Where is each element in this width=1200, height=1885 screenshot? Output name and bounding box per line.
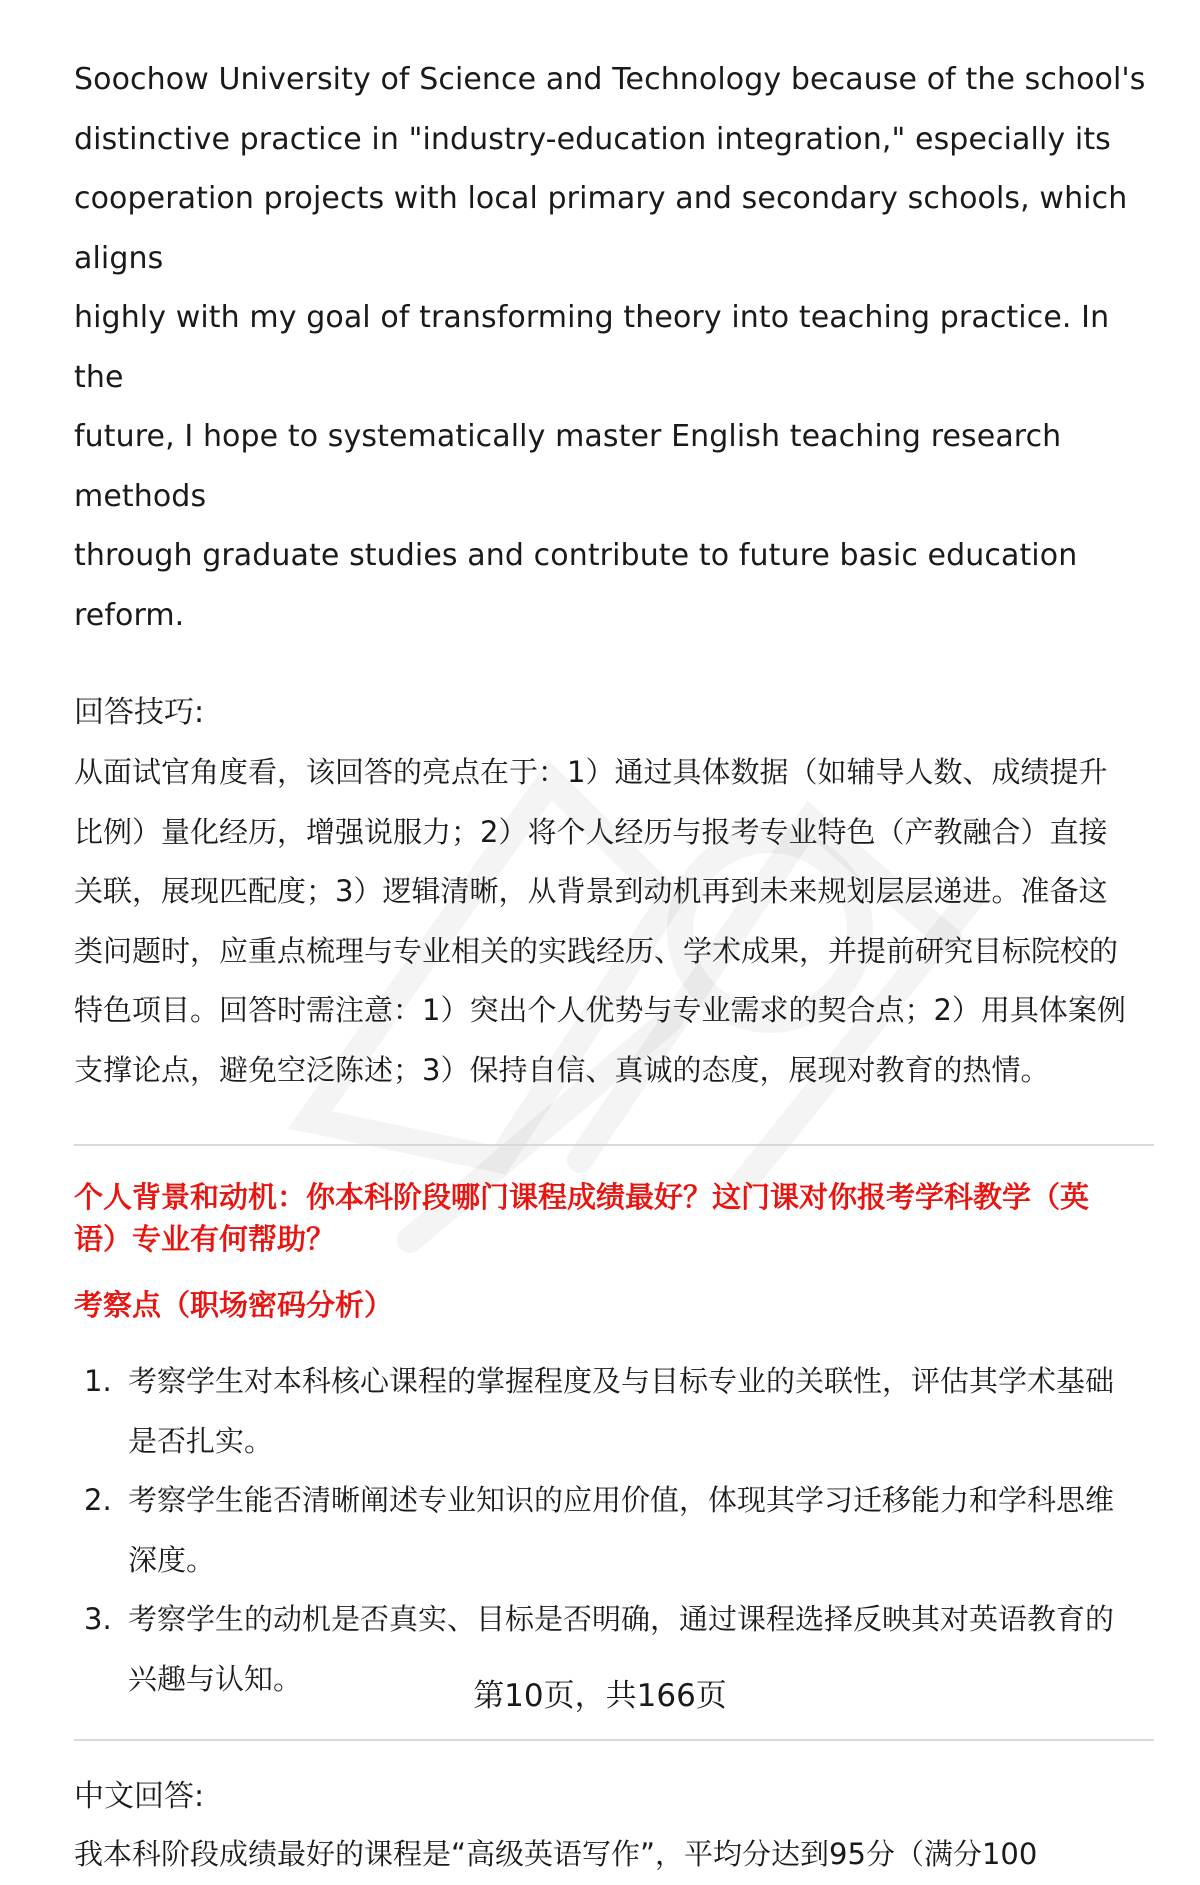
question-heading: [74, 1176, 1154, 1260]
section-divider: [74, 1144, 1154, 1146]
answer-label: 中文回答:: [74, 1779, 205, 1814]
intro-paragraph: [74, 50, 1154, 645]
tips-line: 关联，展现匹配度；3）逻辑清晰，从背景到动机再到未来规划层层递进。准备这: [74, 874, 1108, 908]
list-number: 3.: [84, 1602, 112, 1636]
section-divider: [74, 1739, 1154, 1741]
tips-line: 从面试官角度看，该回答的亮点在于：1）通过具体数据（如辅导人数、成绩提升: [74, 755, 1108, 789]
list-number: 1.: [84, 1364, 112, 1398]
list-item-line: 考察学生对本科核心课程的掌握程度及与目标专业的关联性，评估其学术基础: [128, 1364, 1115, 1398]
list-item-line: 考察学生的动机是否真实、目标是否明确，通过课程选择反映其对英语教育的: [128, 1602, 1115, 1636]
answer-first-line: 我本科阶段成绩最好的课程是“高级英语写作”，平均分达到95分（满分100: [74, 1837, 1038, 1871]
tips-line: 特色项目。回答时需注意：1）突出个人优势与专业需求的契合点；2）用具体案例: [74, 993, 1126, 1027]
intro-line: cooperation projects with local primary and secondary schools, which aligns: [74, 181, 1128, 276]
intro-line: future, I hope to systematically master English teaching research methods: [74, 419, 1062, 514]
list-item: [74, 1352, 1154, 1471]
list-item: [74, 1471, 1154, 1590]
intro-line: through graduate studies and contribute to future basic education reform.: [74, 538, 1078, 633]
tips-label: 回答技巧:: [74, 695, 205, 730]
list-item-line: 深度。: [128, 1542, 216, 1577]
intro-line: highly with my goal of transforming theory into teaching practice. In the: [74, 300, 1110, 395]
page-number: 第10页，共166页: [473, 1678, 727, 1714]
tips-line: 比例）量化经历，增强说服力；2）将个人经历与报考专业特色（产教融合）直接: [74, 814, 1108, 849]
assessment-list: [74, 1352, 1154, 1709]
document-page: [74, 50, 1154, 1885]
question-line: 个人背景和动机：你本科阶段哪门课程成绩最好？这门课对你报考学科教学（英: [74, 1180, 1090, 1214]
list-item-line: 兴趣与认知。: [128, 1661, 303, 1696]
assessment-heading: 考察点（职场密码分析）: [74, 1288, 394, 1322]
tips-line: 类问题时，应重点梳理与专业相关的实践经历、学术成果，并提前研究目标院校的: [74, 933, 1119, 968]
question-line: 语）专业有何帮助？: [74, 1222, 336, 1256]
list-item-line: 考察学生能否清晰阐述专业知识的应用价值，体现其学习迁移能力和学科思维: [128, 1483, 1115, 1517]
list-number: 2.: [84, 1483, 112, 1517]
list-item-line: 是否扎实。: [128, 1423, 274, 1458]
tips-line: 支撑论点，避免空泛陈述；3）保持自信、真诚的态度，展现对教育的热情。: [74, 1052, 1050, 1087]
tips-paragraph: [74, 743, 1154, 1100]
intro-line: distinctive practice in "industry-education integration," especially its: [74, 121, 1111, 157]
intro-line: Soochow University of Science and Technology because of the school's: [74, 62, 1146, 97]
